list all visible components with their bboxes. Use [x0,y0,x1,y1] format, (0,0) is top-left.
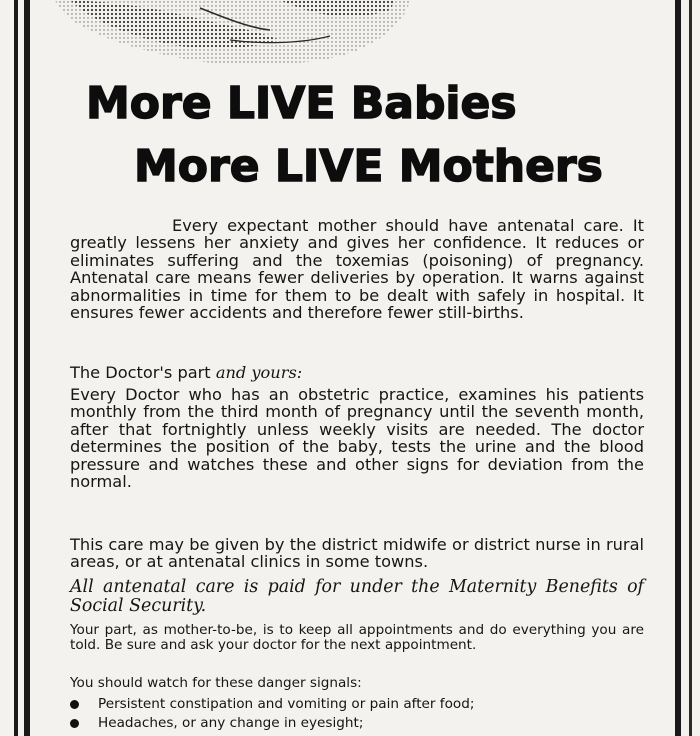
your-part-paragraph: Your part, as mother-to-be, is to keep all appointments and do everything you are told. Be sure and ask your doctor for the next appointment. [70,622,644,653]
headline-mothers: More LIVE Mothers [134,141,603,192]
list-item [70,714,644,733]
right-border-rule-inner [675,0,681,736]
doctor-paragraph: Every Doctor who has an obstetric practice, examines his patients monthly from the third month of pregnancy until the seventh month, after that fortnightly unless weekly visits are needed. The doctor determines the position of the baby, tests the urine and the blood pressure and watches these and other signs for deviation from the normal. [70,385,644,492]
list-item-text: Headaches, or any change in eyesight; [98,715,364,731]
right-border-rule-outer [689,0,692,736]
left-border-rule-outer [14,0,18,736]
danger-signals-list [70,695,644,733]
danger-signals-heading: You should watch for these danger signals: [70,675,362,691]
headline-babies: More LIVE Babies [86,78,517,129]
doctor-heading-plain: The Doctor's part [70,363,216,382]
doctor-heading-italic: and yours: [215,363,303,382]
list-item-text: Persistent constipation and vomiting or pain after food; [98,696,475,712]
left-border-rule-inner [24,0,30,736]
bullet-icon [70,719,79,728]
bullet-icon [70,700,79,709]
baby-illustration [50,0,420,70]
doctor-section-heading [70,364,644,381]
midwife-paragraph: This care may be given by the district midwife or district nurse in rural areas, or at antenatal clinics in some towns. [70,535,644,572]
intro-paragraph: Every expectant mother should have antenatal care. It greatly lessens her anxiety and gives her confidence. It reduces or eliminates suffering and the toxemias (poisoning) of pregnancy. Antenatal care means fewer deliveries by operation. It warns against abnormalities in time for them to be dealt with safely in hospital. It ensures fewer accidents and therefore fewer still-births. [70,216,644,323]
paid-for-paragraph: All antenatal care is paid for under the Maternity Benefits of Social Security. [70,577,644,616]
list-item [70,695,644,714]
